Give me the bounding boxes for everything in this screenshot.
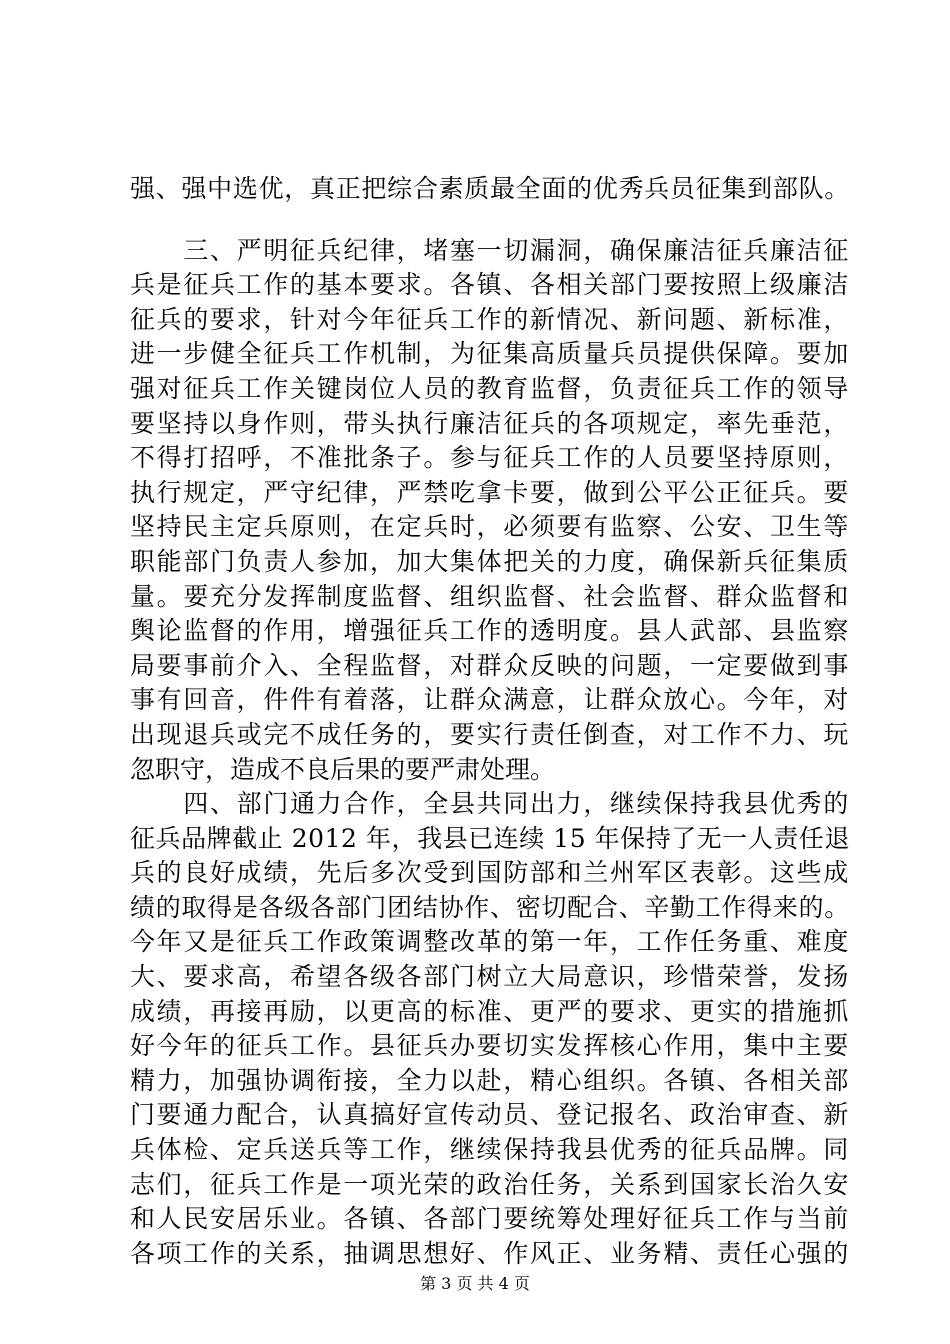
- text-line: 征兵的要求，针对今年征兵工作的新情况、新问题、新标准，: [130, 304, 850, 334]
- text-line: 出现退兵或完不成任务的，要实行责任倒查，对工作不力、玩: [130, 719, 850, 749]
- text-line: 大、要求高，希望各级各部门树立大局意识，珍惜荣誉，发扬: [130, 962, 850, 992]
- text-line: 局要事前介入、全程监督，对群众反映的问题，一定要做到事: [130, 650, 850, 680]
- text-line: 舆论监督的作用，增强征兵工作的透明度。县人武部、县监察: [130, 616, 850, 646]
- text-line: 强、强中选优，真正把综合素质最全面的优秀兵员征集到部队。: [130, 174, 850, 203]
- text-line: 今年又是征兵工作政策调整改革的第一年，工作任务重、难度: [130, 927, 850, 957]
- text-line: 和人民安居乐业。各镇、各部门要统筹处理好征兵工作与当前: [130, 1204, 850, 1234]
- page-footer: 第 3 页 共 4 页: [420, 1274, 530, 1293]
- text-line: 事有回音，件件有着落，让群众满意，让群众放心。今年，对: [130, 685, 850, 715]
- document-body: [130, 172, 850, 1271]
- text-line: 兵的良好成绩，先后多次受到国防部和兰州军区表彰。这些成: [130, 858, 850, 888]
- text-line: 强对征兵工作关键岗位人员的教育监督，负责征兵工作的领导: [130, 373, 850, 403]
- text-line: 四、部门通力合作，全县共同出力，继续保持我县优秀的: [130, 789, 850, 819]
- text-line: 征兵品牌截止 2012 年，我县已连续 15 年保持了无一人责任退: [130, 823, 850, 853]
- text-line: 成绩，再接再励，以更高的标准、更严的要求、更实的措施抓: [130, 996, 850, 1026]
- text-line: 门要通力配合，认真搞好宣传动员、登记报名、政治审查、新: [130, 1100, 850, 1130]
- text-line: 各项工作的关系，抽调思想好、作风正、业务精、责任心强的: [130, 1238, 850, 1268]
- text-line: 执行规定，严守纪律，严禁吃拿卡要，做到公平公正征兵。要: [130, 477, 850, 507]
- text-line: 精力，加强协调衔接，全力以赴，精心组织。各镇、各相关部: [130, 1065, 850, 1095]
- paragraph-gap: [130, 207, 850, 234]
- text-line: 职能部门负责人参加，加大集体把关的力度，确保新兵征集质: [130, 546, 850, 576]
- text-line: 要坚持以身作则，带头执行廉洁征兵的各项规定，率先垂范，: [130, 408, 850, 438]
- text-line: 坚持民主定兵原则，在定兵时，必须要有监察、公安、卫生等: [130, 512, 850, 542]
- text-line: 不得打招呼，不准批条子。参与征兵工作的人员要坚持原则，: [130, 443, 850, 473]
- text-line: 好今年的征兵工作。县征兵办要切实发挥核心作用，集中主要: [130, 1031, 850, 1061]
- text-line: 进一步健全征兵工作机制，为征集高质量兵员提供保障。要加: [130, 339, 850, 369]
- text-line: 志们，征兵工作是一项光荣的政治任务，关系到国家长治久安: [130, 1169, 850, 1199]
- text-line: 忽职守，造成不良后果的要严肃处理。: [130, 754, 556, 784]
- text-line: 兵体检、定兵送兵等工作，继续保持我县优秀的征兵品牌。同: [130, 1135, 850, 1165]
- text-line: 三、严明征兵纪律，堵塞一切漏洞，确保廉洁征兵廉洁征: [130, 235, 850, 265]
- text-line: 兵是征兵工作的基本要求。各镇、各相关部门要按照上级廉洁: [130, 270, 850, 300]
- text-line: 量。要充分发挥制度监督、组织监督、社会监督、群众监督和: [130, 581, 850, 611]
- text-line: 绩的取得是各级各部门团结协作、密切配合、辛勤工作得来的。: [130, 892, 850, 922]
